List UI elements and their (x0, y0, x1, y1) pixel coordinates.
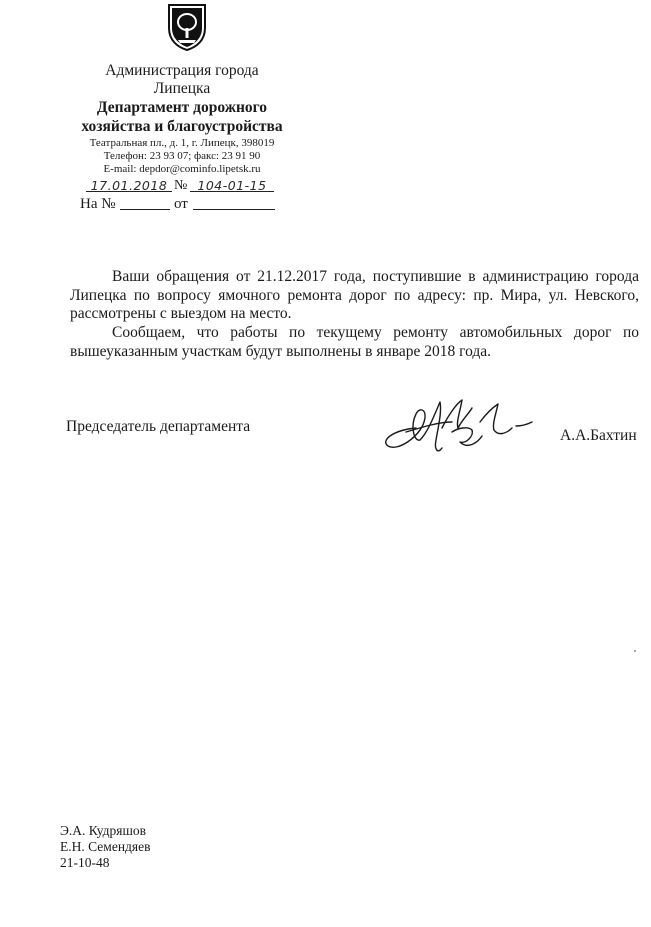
handwritten-signature-icon (376, 392, 546, 458)
body-paragraph-2: Сообщаем, что работы по текущему ремонту автомобильных дорог по вышеуказанным участкам будут выполнены в январе 2018 года. (70, 324, 639, 360)
org-name-line1: Администрация города (105, 62, 259, 79)
registration-date-underline (86, 191, 172, 192)
reference-date-label: от (174, 196, 188, 212)
department-phone-fax: Телефон: 23 93 07; факс: 23 91 90 (103, 150, 261, 162)
department-address: Театральная пл., д. 1, г. Липецк, 398019 (89, 137, 275, 149)
reference-date-blank (193, 209, 275, 210)
executor-name-1: Э.А. Кудряшов (60, 823, 147, 838)
department-name-line1: Департамент дорожного (96, 99, 268, 116)
org-name-line2: Липецка (153, 80, 211, 97)
registration-number-sign: № (174, 178, 188, 193)
city-coat-of-arms-icon (164, 2, 210, 52)
registration-date: 17.01.2018 (90, 178, 168, 193)
reference-line (80, 193, 280, 215)
reference-number-blank (120, 209, 170, 210)
scan-speck (634, 650, 636, 652)
signer-name: А.А.Бахтин (560, 427, 637, 444)
executor-name-2: Е.Н. Семендяев (60, 839, 151, 854)
body-paragraph-1: Ваши обращения от 21.12.2017 года, поступившие в администрацию города Липецка по вопросу ямочного ремонта дорог по адресу: пр. Мира, ул. Невского, рассмотрены с выездом на место. (70, 268, 639, 322)
signer-position: Председатель департамента (66, 418, 251, 435)
registration-number: 104-01-15 (197, 178, 267, 193)
reference-number-label: На № (80, 196, 116, 212)
department-email: E-mail: depdor@cominfo.lipetsk.ru (103, 163, 261, 175)
department-name-line2: хозяйства и благоустройства (81, 118, 283, 135)
registration-number-underline (190, 191, 274, 192)
executor-phone: 21-10-48 (60, 855, 110, 870)
